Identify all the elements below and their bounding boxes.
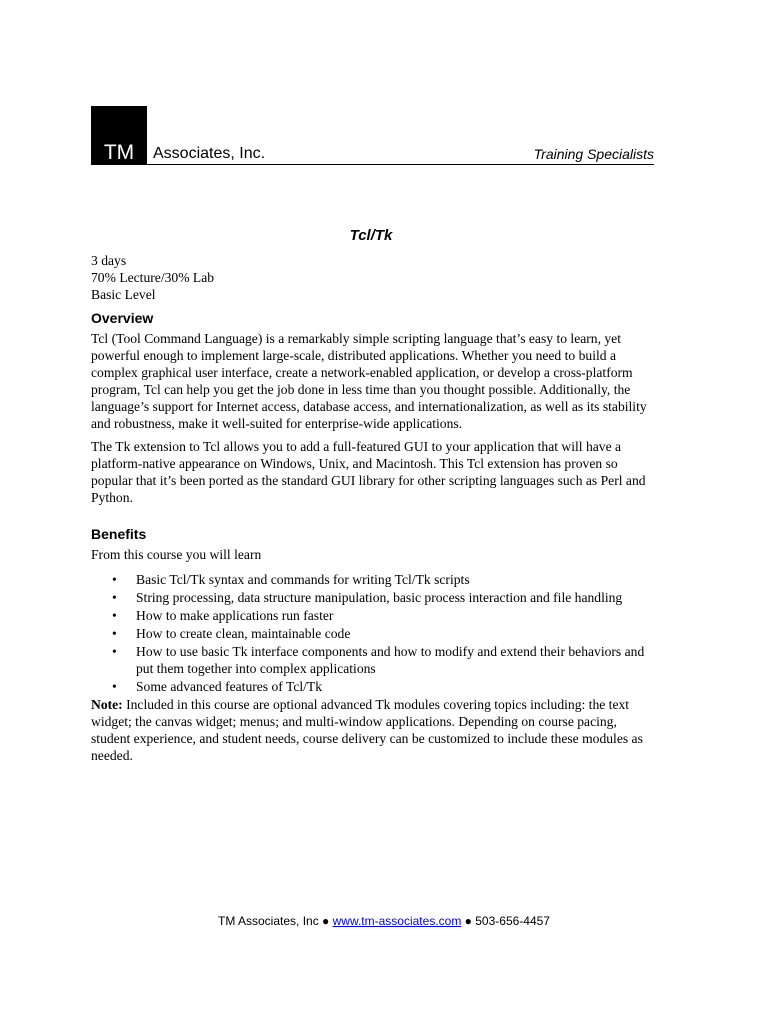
note-label: Note:	[91, 697, 123, 712]
course-duration: 3 days	[91, 253, 127, 268]
company-name: Associates, Inc.	[153, 145, 266, 162]
footer-phone: 503-656-4457	[475, 914, 550, 928]
bullet-icon: •	[112, 626, 117, 641]
course-title: Tcl/Tk	[349, 227, 393, 244]
footer-company: TM Associates, Inc	[218, 914, 319, 928]
course-note	[91, 696, 651, 764]
header-divider	[147, 164, 654, 165]
overview-paragraph-2: The Tk extension to Tcl allows you to add a full-featured GUI to your application that will have a platform-native appearance on Windows, Unix, and Macintosh. This Tcl extension has proven so popular that it’s been ported as the standard GUI library for other scripting languages such as Perl and Python.	[91, 439, 646, 505]
list-item	[91, 607, 651, 624]
tagline: Training Specialists	[533, 146, 654, 162]
bullet-icon: •	[112, 679, 117, 694]
company-logo	[91, 106, 147, 165]
list-item-text: How to make applications run faster	[136, 608, 334, 623]
list-item	[91, 571, 651, 588]
footer-separator: ●	[461, 914, 476, 928]
bullet-icon: •	[112, 644, 117, 659]
benefits-list	[91, 571, 651, 695]
main-content	[91, 226, 651, 764]
bullet-icon: •	[112, 572, 117, 587]
overview-heading: Overview	[91, 310, 154, 326]
bullet-icon: •	[112, 608, 117, 623]
overview-paragraph-1: Tcl (Tool Command Language) is a remarkably simple scripting language that’s easy to learn, yet powerful enough to implement large-scale, distributed applications. Whether you need to build a complex graphical user interface, create a network-enabled application, or develop a cross-platform program, Tcl can help you get the job done in less time than you thought possible. Additionally, the language’s support for Internet access, database access, and internationalization, as well as its stability and robustness, make it well-suited for enterprise-wide applications.	[91, 331, 647, 431]
note-text: Included in this course are optional advanced Tk modules covering topics including: the text widget; the canvas widget; menus; and multi-window applications. Depending on course pacing, student experience, and student needs, course delivery can be customized to include these modules as needed.	[91, 697, 643, 763]
list-item-text: How to create clean, maintainable code	[136, 626, 351, 641]
list-item-text: How to use basic Tk interface components and how to modify and extend their behaviors and put them together into complex applications	[136, 644, 645, 676]
bullet-icon: •	[112, 590, 117, 605]
list-item	[91, 678, 651, 695]
list-item	[91, 643, 651, 677]
course-level: Basic Level	[91, 287, 156, 302]
list-item-text: String processing, data structure manipulation, basic process interaction and file handling	[136, 590, 623, 605]
list-item-text: Some advanced features of Tcl/Tk	[136, 679, 323, 694]
page-footer	[0, 913, 768, 929]
logo-text: TM	[103, 141, 135, 164]
course-format: 70% Lecture/30% Lab	[91, 270, 215, 285]
list-item	[91, 625, 651, 642]
website-link[interactable]: www.tm-associates.com	[332, 914, 462, 928]
list-item-text: Basic Tcl/Tk syntax and commands for writing Tcl/Tk scripts	[136, 572, 470, 587]
benefits-heading: Benefits	[91, 526, 147, 542]
benefits-intro: From this course you will learn	[91, 547, 262, 562]
footer-separator: ●	[318, 914, 333, 928]
list-item	[91, 589, 651, 606]
